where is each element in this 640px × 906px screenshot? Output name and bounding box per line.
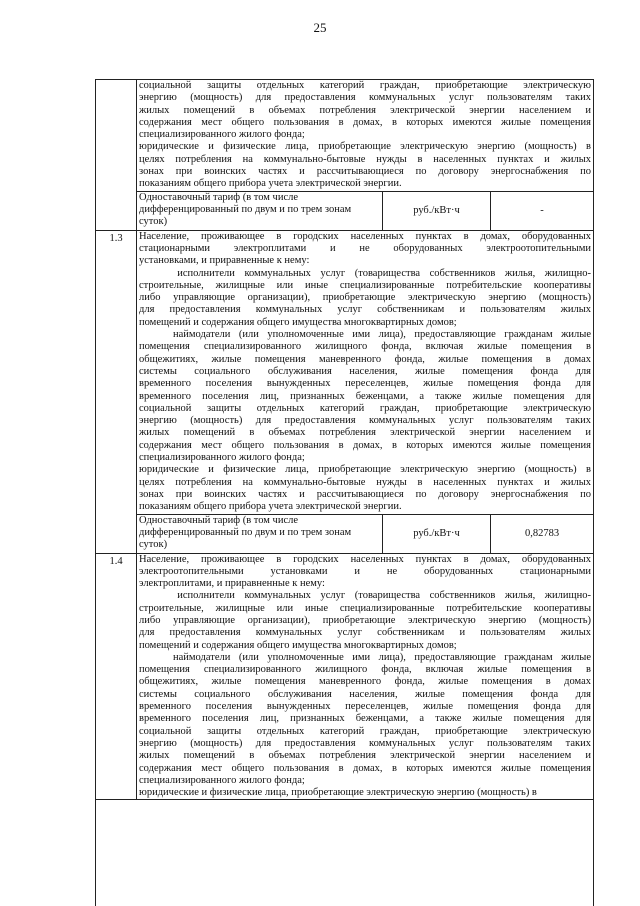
tariff-name-line: суток) bbox=[139, 216, 168, 228]
tariff-name-line: Одноставочный тариф (в том числе bbox=[139, 191, 299, 203]
row-content bbox=[137, 554, 593, 800]
text-line: показаниям общего прибора учета электрической энергии. bbox=[139, 501, 402, 513]
row-number: 1.3 bbox=[96, 231, 137, 553]
text-line: целях потребления на коммунально-бытовые нужды в населенных пунктах и жилых bbox=[139, 153, 591, 165]
text-line: помещений и содержания общего имущества многоквартирных домов; bbox=[139, 639, 457, 651]
text-line: содержания мест общего пользования в домах, в которых имеются жилые помещения bbox=[139, 116, 591, 128]
text-line: либо управляющие организации), приобретающие электрическую энергию (мощность) bbox=[139, 614, 591, 626]
tariff-name-line: дифференцированный по двум и по трем зонам bbox=[139, 526, 352, 538]
text-line: стационарными электроплитами и не оборудованных электроотопительными bbox=[139, 242, 591, 254]
text-line: юридические и физические лица, приобретающие электрическую энергию (мощность) в bbox=[139, 141, 591, 153]
text-line: временного поселения лиц, признанных беженцами, а также жилые помещения для bbox=[139, 390, 591, 402]
text-line: социальной защиты отдельных категорий граждан, приобретающие электрическую bbox=[139, 402, 591, 414]
tariff-value: 0,82783 bbox=[524, 528, 560, 539]
text-line: временного поселения вынужденных переселенцев, жилые помещения фонда для bbox=[139, 701, 591, 713]
tariff-row bbox=[137, 514, 593, 553]
tariff-unit: руб./кВт·ч bbox=[383, 192, 491, 230]
text-line: жилых помещений в объемах потребления электрической энергии населением и bbox=[139, 427, 591, 439]
text-line: Население, проживающее в городских населенных пунктах в домах, оборудованных bbox=[139, 230, 591, 242]
text-line: исполнители коммунальных услуг (товарищества собственников жилья, жилищно- bbox=[139, 267, 591, 279]
text-line: целях потребления на коммунально-бытовые нужды в населенных пунктах и жилых bbox=[139, 476, 591, 488]
text-line: энергию (мощность) для предоставления коммунальных услуг пользователям таких bbox=[139, 92, 591, 104]
text-line: энергию (мощность) для предоставления коммунальных услуг пользователям таких bbox=[139, 415, 591, 427]
text-line: строительные, жилищные или иные специализированные потребительские кооперативы bbox=[139, 602, 591, 614]
text-line: исполнители коммунальных услуг (товарищества собственников жилья, жилищно- bbox=[139, 590, 591, 602]
text-line: временного поселения вынужденных переселенцев, жилые помещения фонда для bbox=[139, 378, 591, 390]
row-content bbox=[137, 80, 593, 230]
text-line: специализированного жилого фонда; bbox=[139, 452, 305, 464]
text-line: специализированного жилого фонда; bbox=[139, 129, 305, 141]
text-line: наймодатели (или уполномоченные ими лица), предоставляющие гражданам жилые bbox=[139, 651, 591, 663]
text-line: помещения специализированного жилищного фонда, включая жилые помещения в bbox=[139, 341, 591, 353]
tariff-name-line: дифференцированный по двум и по трем зонам bbox=[139, 203, 352, 215]
text-line: общежитиях, жилые помещения маневренного фонда, жилые помещения в домах bbox=[139, 676, 591, 688]
text-line: установками, и приравненные к нему: bbox=[139, 255, 310, 267]
table-row bbox=[96, 231, 593, 554]
text-line: для предоставления коммунальных услуг собственникам и пользователям жилых bbox=[139, 627, 591, 639]
tariff-row bbox=[137, 191, 593, 230]
text-line: электроотопительными установками и не оборудованных стационарными bbox=[139, 565, 591, 577]
text-line: помещений и содержания общего имущества многоквартирных домов; bbox=[139, 316, 457, 328]
table-row bbox=[96, 554, 593, 801]
page-number: 25 bbox=[313, 20, 327, 35]
row-number bbox=[96, 80, 137, 230]
text-line: зонах при воинских частях и рассчитывающиеся по договору энергоснабжения по bbox=[139, 166, 591, 178]
text-line: юридические и физические лица, приобретающие электрическую энергию (мощность) в bbox=[139, 787, 537, 799]
text-line: содержания мест общего пользования в домах, в которых имеются жилые помещения bbox=[139, 762, 591, 774]
text-line: Население, проживающее в городских населенных пунктах в домах, оборудованных bbox=[139, 553, 591, 565]
text-line: энергию (мощность) для предоставления коммунальных услуг пользователям таких bbox=[139, 737, 591, 749]
tariff-unit: руб./кВт·ч bbox=[383, 515, 491, 553]
text-line: зонах при воинских частях и рассчитывающиеся по договору энергоснабжения по bbox=[139, 488, 591, 500]
text-line: системы социального обслуживания населения, жилые помещения фонда для bbox=[139, 365, 591, 377]
text-line: показаниям общего прибора учета электрической энергии. bbox=[139, 178, 402, 190]
text-line: социальной защиты отдельных категорий граждан, приобретающие электрическую bbox=[139, 725, 591, 737]
text-line: жилых помещений в объемах потребления электрической энергии населением и bbox=[139, 750, 591, 762]
tariff-value: - bbox=[540, 205, 544, 217]
row-number: 1.4 bbox=[96, 554, 137, 800]
text-line: социальной защиты отдельных категорий граждан, приобретающие электрическую bbox=[139, 80, 591, 91]
text-line: наймодатели (или уполномоченные ими лица), предоставляющие гражданам жилые bbox=[139, 329, 591, 341]
text-line: юридические и физические лица, приобретающие электрическую энергию (мощность) в bbox=[139, 464, 591, 476]
text-line: жилых помещений в объемах потребления электрической энергии населением и bbox=[139, 104, 591, 116]
tariff-name-line: суток) bbox=[139, 539, 168, 551]
tariff-table bbox=[95, 79, 594, 906]
text-line: содержания мест общего пользования в домах, в которых имеются жилые помещения bbox=[139, 439, 591, 451]
tariff-name-line: Одноставочный тариф (в том числе bbox=[139, 514, 299, 526]
text-line: электроплитами, и приравненные к нему: bbox=[139, 578, 325, 590]
text-line: помещения специализированного жилищного фонда, включая жилые помещения в bbox=[139, 664, 591, 676]
table-row bbox=[96, 80, 593, 231]
text-line: общежитиях, жилые помещения маневренного фонда, жилые помещения в домах bbox=[139, 353, 591, 365]
tariff-name bbox=[137, 192, 383, 230]
text-line: специализированного жилого фонда; bbox=[139, 774, 305, 786]
text-line: строительные, жилищные или иные специализированные потребительские кооперативы bbox=[139, 279, 591, 291]
text-line: временного поселения лиц, признанных беженцами, а также жилые помещения для bbox=[139, 713, 591, 725]
text-line: для предоставления коммунальных услуг собственникам и пользователям жилых bbox=[139, 304, 591, 316]
text-line: системы социального обслуживания населения, жилые помещения фонда для bbox=[139, 688, 591, 700]
row-content bbox=[137, 231, 593, 553]
text-line: либо управляющие организации), приобретающие электрическую энергию (мощность) bbox=[139, 292, 591, 304]
tariff-name bbox=[137, 515, 383, 553]
